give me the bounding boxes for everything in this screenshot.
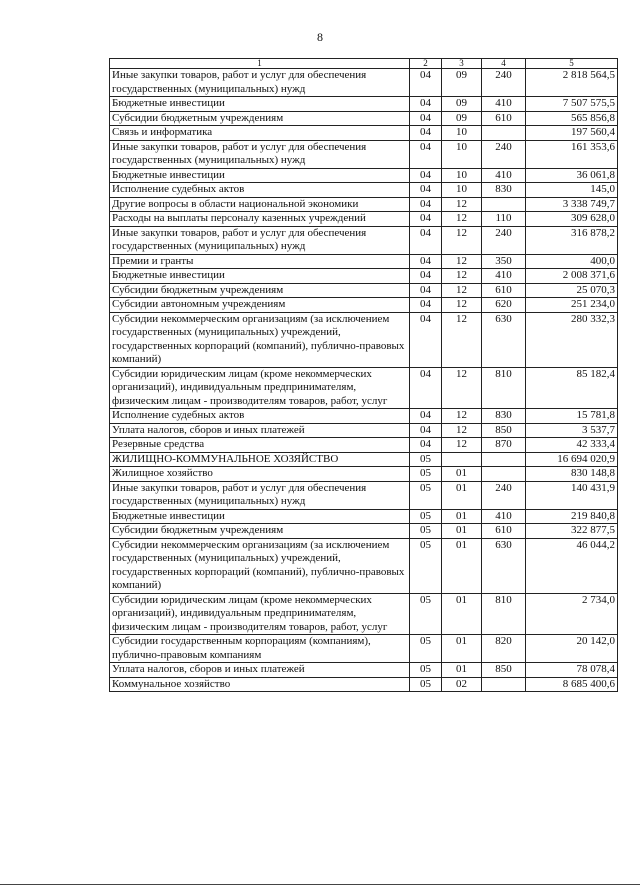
table-row: [110, 481, 618, 509]
row-subsection-cell: 10: [442, 168, 482, 183]
budget-table: [109, 58, 618, 692]
row-section-cell: 05: [410, 524, 442, 539]
row-name-cell: Субсидии юридическим лицам (кроме некоммерческих организаций), индивидуальным предпринимателям, физическим лицам - производителям товаров, работ, услуг: [110, 367, 410, 409]
row-amount-cell: 3 537,7: [526, 423, 618, 438]
row-subsection-cell: 09: [442, 69, 482, 97]
row-subsection-cell: 12: [442, 254, 482, 269]
row-name-cell: Субсидии автономным учреждениям: [110, 298, 410, 313]
row-subsection-cell: 12: [442, 438, 482, 453]
row-section-cell: 04: [410, 168, 442, 183]
row-name-cell: Бюджетные инвестиции: [110, 509, 410, 524]
row-name-cell: Связь и информатика: [110, 126, 410, 141]
row-name-cell: Субсидии государственным корпорациям (компаниям), публично-правовым компаниям: [110, 635, 410, 663]
row-expense-type-cell: 610: [482, 111, 526, 126]
row-section-cell: 04: [410, 197, 442, 212]
table-row: [110, 312, 618, 367]
row-subsection-cell: 12: [442, 283, 482, 298]
row-expense-type-cell: 830: [482, 409, 526, 424]
row-expense-type-cell: [482, 677, 526, 692]
row-amount-cell: 161 353,6: [526, 140, 618, 168]
row-expense-type-cell: [482, 452, 526, 467]
row-amount-cell: 2 008 371,6: [526, 269, 618, 284]
row-amount-cell: 46 044,2: [526, 538, 618, 593]
row-name-cell: Исполнение судебных актов: [110, 409, 410, 424]
row-section-cell: 04: [410, 111, 442, 126]
row-amount-cell: 322 877,5: [526, 524, 618, 539]
row-name-cell: Расходы на выплаты персоналу казенных учреждений: [110, 212, 410, 227]
table-row: [110, 111, 618, 126]
row-subsection-cell: 12: [442, 269, 482, 284]
row-subsection-cell: 12: [442, 409, 482, 424]
row-name-cell: Иные закупки товаров, работ и услуг для обеспечения государственных (муниципальных) нужд: [110, 481, 410, 509]
row-subsection-cell: 12: [442, 226, 482, 254]
table-row: [110, 438, 618, 453]
row-expense-type-cell: 610: [482, 283, 526, 298]
row-name-cell: Субсидии некоммерческим организациям (за исключением государственных (муниципальных) учреждений, государственных корпораций (компаний), публично-правовых компаний): [110, 538, 410, 593]
row-subsection-cell: 12: [442, 367, 482, 409]
row-name-cell: Субсидии некоммерческим организациям (за исключением государственных (муниципальных) учреждений, государственных корпораций (компаний), публично-правовых компаний): [110, 312, 410, 367]
row-section-cell: 05: [410, 452, 442, 467]
row-expense-type-cell: [482, 197, 526, 212]
bottom-border-line: [0, 884, 640, 885]
row-expense-type-cell: 240: [482, 69, 526, 97]
row-subsection-cell: 09: [442, 97, 482, 112]
row-expense-type-cell: 850: [482, 423, 526, 438]
row-amount-cell: 565 856,8: [526, 111, 618, 126]
row-expense-type-cell: 850: [482, 663, 526, 678]
table-row: [110, 635, 618, 663]
page-number: 8: [317, 30, 323, 44]
table-body: [110, 69, 618, 692]
row-name-cell: Субсидии юридическим лицам (кроме некоммерческих организаций), индивидуальным предпринимателям, физическим лицам - производителям товаров, работ, услуг: [110, 593, 410, 635]
row-name-cell: ЖИЛИЩНО-КОММУНАЛЬНОЕ ХОЗЯЙСТВО: [110, 452, 410, 467]
row-name-cell: Иные закупки товаров, работ и услуг для обеспечения государственных (муниципальных) нужд: [110, 226, 410, 254]
row-expense-type-cell: 240: [482, 226, 526, 254]
row-subsection-cell: 01: [442, 635, 482, 663]
table-row: [110, 452, 618, 467]
row-section-cell: 04: [410, 283, 442, 298]
row-section-cell: 04: [410, 423, 442, 438]
header-col-1: 1: [110, 59, 410, 69]
table-row: [110, 254, 618, 269]
row-expense-type-cell: 240: [482, 481, 526, 509]
row-expense-type-cell: 830: [482, 183, 526, 198]
row-subsection-cell: 09: [442, 111, 482, 126]
row-amount-cell: 36 061,8: [526, 168, 618, 183]
table-row: [110, 226, 618, 254]
row-amount-cell: 145,0: [526, 183, 618, 198]
row-section-cell: 04: [410, 269, 442, 284]
table-row: [110, 269, 618, 284]
table-row: [110, 509, 618, 524]
row-section-cell: 05: [410, 538, 442, 593]
row-expense-type-cell: 630: [482, 312, 526, 367]
row-amount-cell: 2 818 564,5: [526, 69, 618, 97]
row-amount-cell: 7 507 575,5: [526, 97, 618, 112]
row-expense-type-cell: 630: [482, 538, 526, 593]
row-name-cell: Резервные средства: [110, 438, 410, 453]
row-amount-cell: 15 781,8: [526, 409, 618, 424]
row-subsection-cell: 01: [442, 481, 482, 509]
row-section-cell: 04: [410, 126, 442, 141]
row-name-cell: Иные закупки товаров, работ и услуг для обеспечения государственных (муниципальных) нужд: [110, 140, 410, 168]
row-section-cell: 04: [410, 409, 442, 424]
table-row: [110, 97, 618, 112]
row-expense-type-cell: 350: [482, 254, 526, 269]
row-section-cell: 04: [410, 438, 442, 453]
row-subsection-cell: 12: [442, 423, 482, 438]
row-expense-type-cell: 410: [482, 269, 526, 284]
row-subsection-cell: [442, 452, 482, 467]
row-subsection-cell: 01: [442, 524, 482, 539]
header-col-4: 4: [482, 59, 526, 69]
row-name-cell: Премии и гранты: [110, 254, 410, 269]
row-expense-type-cell: 240: [482, 140, 526, 168]
row-section-cell: 04: [410, 298, 442, 313]
row-expense-type-cell: 810: [482, 593, 526, 635]
row-name-cell: Иные закупки товаров, работ и услуг для обеспечения государственных (муниципальных) нужд: [110, 69, 410, 97]
row-amount-cell: 251 234,0: [526, 298, 618, 313]
row-section-cell: 04: [410, 183, 442, 198]
table-row: [110, 212, 618, 227]
row-name-cell: Другие вопросы в области национальной экономики: [110, 197, 410, 212]
row-amount-cell: 3 338 749,7: [526, 197, 618, 212]
row-name-cell: Уплата налогов, сборов и иных платежей: [110, 663, 410, 678]
table-row: [110, 677, 618, 692]
row-subsection-cell: 10: [442, 183, 482, 198]
row-section-cell: 04: [410, 367, 442, 409]
row-section-cell: 04: [410, 97, 442, 112]
row-section-cell: 04: [410, 226, 442, 254]
row-subsection-cell: 10: [442, 126, 482, 141]
row-name-cell: Исполнение судебных актов: [110, 183, 410, 198]
row-subsection-cell: 12: [442, 197, 482, 212]
row-name-cell: Субсидии бюджетным учреждениям: [110, 283, 410, 298]
table-row: [110, 69, 618, 97]
row-expense-type-cell: 620: [482, 298, 526, 313]
row-name-cell: Коммунальное хозяйство: [110, 677, 410, 692]
table-row: [110, 197, 618, 212]
row-subsection-cell: 01: [442, 538, 482, 593]
row-section-cell: 05: [410, 481, 442, 509]
row-name-cell: Бюджетные инвестиции: [110, 97, 410, 112]
row-amount-cell: 78 078,4: [526, 663, 618, 678]
row-amount-cell: 20 142,0: [526, 635, 618, 663]
row-subsection-cell: 01: [442, 467, 482, 482]
row-subsection-cell: 02: [442, 677, 482, 692]
row-section-cell: 05: [410, 663, 442, 678]
row-expense-type-cell: [482, 126, 526, 141]
row-amount-cell: 85 182,4: [526, 367, 618, 409]
row-expense-type-cell: 820: [482, 635, 526, 663]
row-amount-cell: 316 878,2: [526, 226, 618, 254]
row-section-cell: 05: [410, 593, 442, 635]
table-row: [110, 183, 618, 198]
row-name-cell: Субсидии бюджетным учреждениям: [110, 111, 410, 126]
table-row: [110, 593, 618, 635]
row-name-cell: Субсидии бюджетным учреждениям: [110, 524, 410, 539]
row-amount-cell: 830 148,8: [526, 467, 618, 482]
row-name-cell: Бюджетные инвестиции: [110, 269, 410, 284]
row-expense-type-cell: 810: [482, 367, 526, 409]
row-expense-type-cell: 110: [482, 212, 526, 227]
row-expense-type-cell: [482, 467, 526, 482]
row-expense-type-cell: 410: [482, 97, 526, 112]
table-row: [110, 538, 618, 593]
row-amount-cell: 25 070,3: [526, 283, 618, 298]
row-section-cell: 04: [410, 69, 442, 97]
table-row: [110, 126, 618, 141]
row-subsection-cell: 01: [442, 509, 482, 524]
row-amount-cell: 280 332,3: [526, 312, 618, 367]
row-amount-cell: 197 560,4: [526, 126, 618, 141]
table-row: [110, 367, 618, 409]
row-expense-type-cell: 410: [482, 509, 526, 524]
header-col-3: 3: [442, 59, 482, 69]
row-amount-cell: 400,0: [526, 254, 618, 269]
table-row: [110, 524, 618, 539]
table-row: [110, 467, 618, 482]
table-header-row: [110, 59, 618, 69]
row-section-cell: 05: [410, 635, 442, 663]
table-row: [110, 168, 618, 183]
table-row: [110, 298, 618, 313]
row-section-cell: 04: [410, 212, 442, 227]
row-amount-cell: 16 694 020,9: [526, 452, 618, 467]
row-section-cell: 05: [410, 509, 442, 524]
row-expense-type-cell: 610: [482, 524, 526, 539]
row-section-cell: 05: [410, 467, 442, 482]
row-section-cell: 04: [410, 312, 442, 367]
table-row: [110, 663, 618, 678]
table-row: [110, 423, 618, 438]
row-amount-cell: 219 840,8: [526, 509, 618, 524]
table-row: [110, 140, 618, 168]
row-section-cell: 05: [410, 677, 442, 692]
row-section-cell: 04: [410, 254, 442, 269]
row-subsection-cell: 12: [442, 312, 482, 367]
row-subsection-cell: 01: [442, 593, 482, 635]
row-amount-cell: 42 333,4: [526, 438, 618, 453]
row-amount-cell: 140 431,9: [526, 481, 618, 509]
row-subsection-cell: 12: [442, 212, 482, 227]
row-amount-cell: 8 685 400,6: [526, 677, 618, 692]
row-section-cell: 04: [410, 140, 442, 168]
row-subsection-cell: 01: [442, 663, 482, 678]
row-name-cell: Жилищное хозяйство: [110, 467, 410, 482]
row-amount-cell: 2 734,0: [526, 593, 618, 635]
row-subsection-cell: 12: [442, 298, 482, 313]
table-row: [110, 283, 618, 298]
row-name-cell: Бюджетные инвестиции: [110, 168, 410, 183]
row-amount-cell: 309 628,0: [526, 212, 618, 227]
row-expense-type-cell: 870: [482, 438, 526, 453]
row-expense-type-cell: 410: [482, 168, 526, 183]
header-col-2: 2: [410, 59, 442, 69]
table-row: [110, 409, 618, 424]
row-subsection-cell: 10: [442, 140, 482, 168]
row-name-cell: Уплата налогов, сборов и иных платежей: [110, 423, 410, 438]
header-col-5: 5: [526, 59, 618, 69]
